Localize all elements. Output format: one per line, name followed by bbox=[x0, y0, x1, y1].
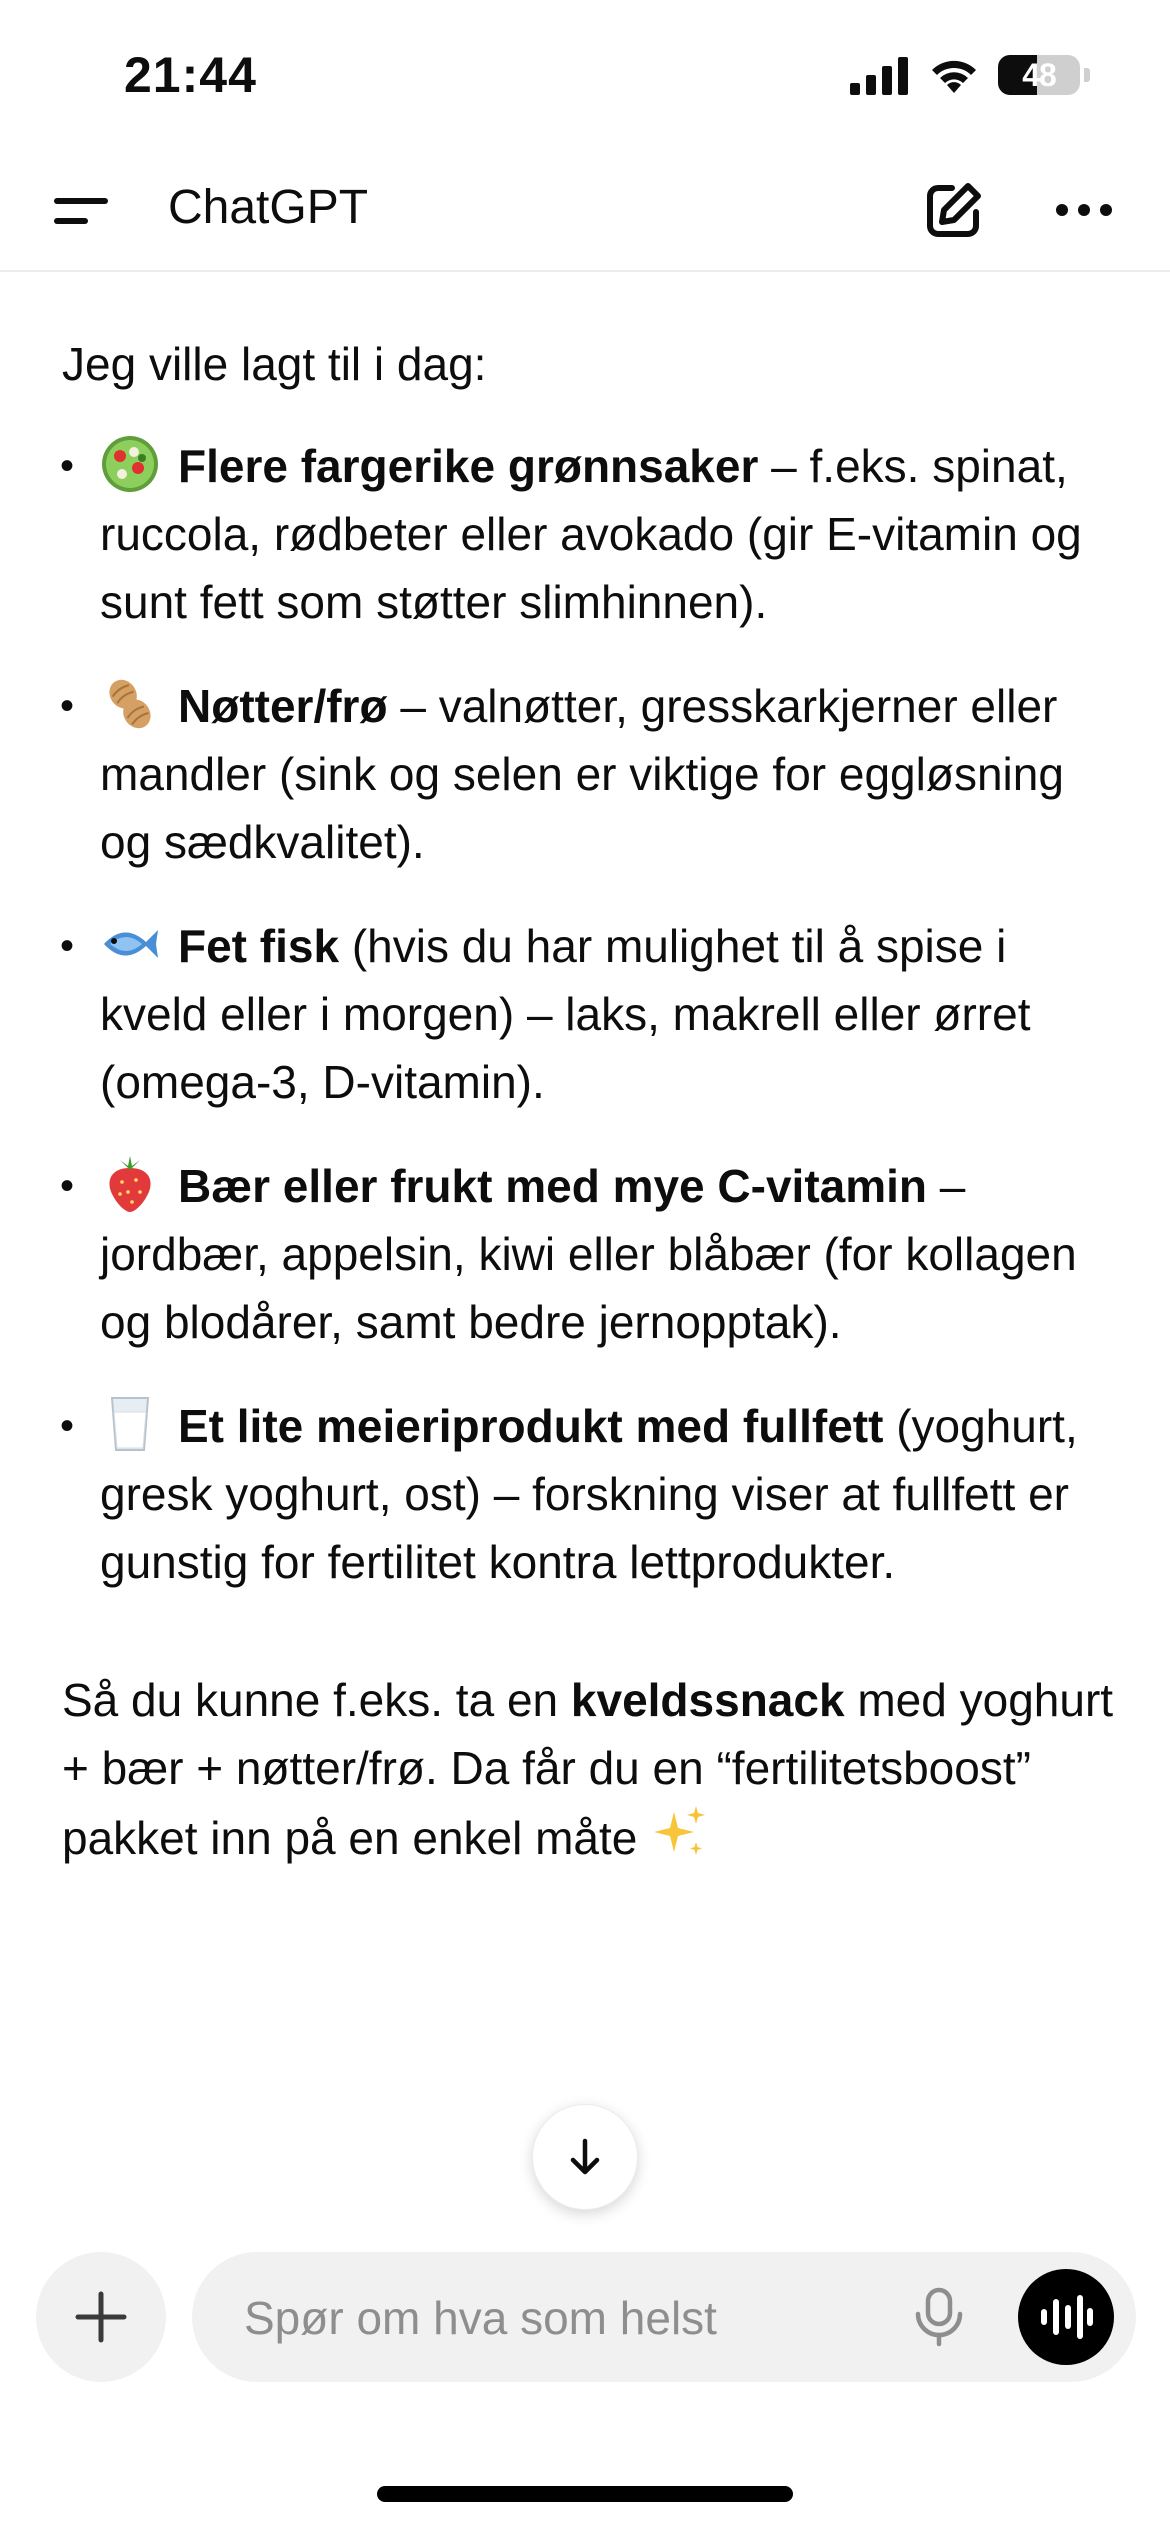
battery-level: 48 bbox=[1022, 56, 1056, 93]
app-header bbox=[0, 150, 1170, 272]
item-title: Fet fisk bbox=[178, 920, 340, 972]
voice-mode-icon bbox=[1038, 2294, 1094, 2340]
edit-icon[interactable] bbox=[922, 178, 986, 242]
voice-mode-button[interactable] bbox=[1018, 2269, 1114, 2365]
status-bar bbox=[0, 0, 1170, 150]
outro-text-end: med yoghurt + bær + nøtter/frø. Da får du en “fertilitetsboost” pakket inn på en enkel måte bbox=[62, 1674, 1114, 1864]
item-text: – jordbær, appelsin, kiwi eller blåbær (for kollagen og blodårer, samt bedre jernopptak). bbox=[100, 1160, 1077, 1348]
more-icon[interactable] bbox=[1054, 190, 1114, 230]
wifi-icon bbox=[928, 55, 980, 95]
message-intro: Jeg ville lagt til i dag: bbox=[62, 338, 487, 390]
item-text: – valnøtter, gresskarkjerner eller mandler (sink og selen er viktige for eggløsning og sædkvalitet). bbox=[100, 680, 1064, 868]
scroll-down-button[interactable] bbox=[532, 2104, 638, 2210]
list-item bbox=[62, 432, 1122, 636]
list-item bbox=[62, 912, 1122, 1116]
assistant-message bbox=[62, 330, 1122, 1918]
fish-icon bbox=[100, 914, 160, 974]
glass-of-milk-icon bbox=[100, 1394, 160, 1454]
battery-cap bbox=[1084, 68, 1090, 82]
item-text: (hvis du har mulighet til å spise i kveld eller i morgen) – laks, makrell eller ørret (omega-3, D-vitamin). bbox=[100, 920, 1031, 1108]
salad-icon bbox=[100, 434, 160, 494]
list-item bbox=[62, 672, 1122, 876]
item-title: Flere fargerike grønnsaker bbox=[178, 440, 759, 492]
message-input[interactable] bbox=[242, 2282, 866, 2354]
list-item bbox=[62, 1152, 1122, 1356]
item-text: – f.eks. spinat, ruccola, rødbeter eller avokado (gir E-vitamin og sunt fett som støtter slimhinnen). bbox=[100, 440, 1082, 628]
peanuts-icon bbox=[100, 674, 160, 734]
microphone-icon[interactable] bbox=[906, 2284, 972, 2350]
item-title: Nøtter/frø bbox=[178, 680, 388, 732]
attach-button[interactable] bbox=[36, 2252, 166, 2382]
plus-icon bbox=[74, 2290, 128, 2344]
suggestion-list bbox=[62, 432, 1122, 1596]
composer bbox=[192, 2252, 1136, 2382]
home-indicator bbox=[377, 2486, 793, 2502]
outro-bold: kveldssnack bbox=[570, 1674, 845, 1726]
menu-icon[interactable] bbox=[52, 182, 112, 238]
list-item bbox=[62, 1392, 1122, 1596]
status-icons bbox=[850, 55, 1090, 95]
strawberry-icon bbox=[100, 1154, 160, 1214]
sparkles-icon bbox=[650, 1802, 710, 1862]
app-title[interactable]: ChatGPT bbox=[168, 181, 369, 234]
signal-icon bbox=[850, 55, 910, 95]
message-outro bbox=[62, 1666, 1122, 1872]
status-time: 21:44 bbox=[124, 47, 257, 103]
scroll-down-icon bbox=[563, 2135, 607, 2179]
item-title: Bær eller frukt med mye C-vitamin bbox=[178, 1160, 928, 1212]
item-title: Et lite meieriprodukt med fullfett bbox=[178, 1400, 884, 1452]
item-text: (yoghurt, gresk yoghurt, ost) – forskning viser at fullfett er gunstig for fertilitet kontra lettprodukter. bbox=[100, 1400, 1078, 1588]
battery-icon bbox=[998, 55, 1080, 95]
outro-text-start: Så du kunne f.eks. ta en bbox=[62, 1674, 571, 1726]
